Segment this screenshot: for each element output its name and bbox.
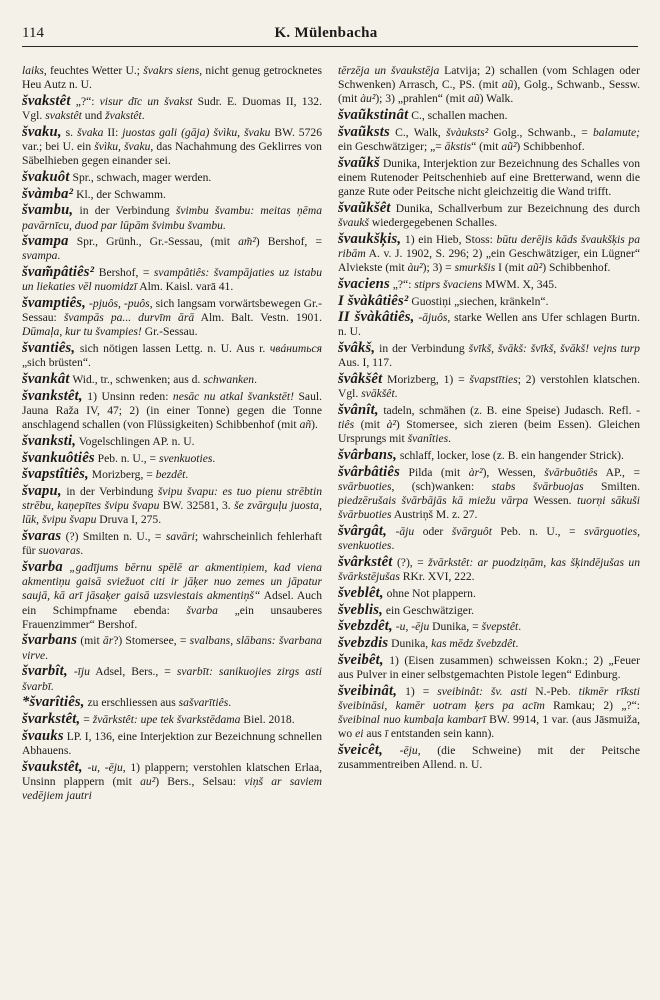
dictionary-entry: švâkšêt Morizberg, 1) = švapstīties; 2) verstohlen klatschen. Vgl. svākšêt. <box>338 371 640 401</box>
dictionary-entry: švampa Spr., Grünh., Gr.-Sessau, (mit am̃²) Bershof, = svampa. <box>22 233 322 263</box>
dictionary-entry: švakstêt „?“: visur dīc un švakst Sudr. E. Duomas II, 132. Vgl. svakstêt und žvakstêt. <box>22 92 322 123</box>
dictionary-entry: švàmba² Kl., der Schwamm. <box>22 185 166 202</box>
dictionary-entry: šveblis, ein Geschwätziger. <box>338 601 475 618</box>
dictionary-entry: švaciens „?“: stiprs švaciens MWM. X, 345. <box>338 275 557 292</box>
dictionary-entry: švârkstêt (?), = žvārkstêt: ar puodziņām, kas šķindējušas un švārkstējušas RKr. XVI, 222. <box>338 553 640 584</box>
dictionary-entry: I švàkâtiês² Guostiņi „siechen, kränkeln“. <box>338 292 549 309</box>
dictionary-entry: švârbâtiês Pilda (mit àr²), Wessen, švārbuôtiês AP., = svārbuoties, (sch)wanken: stabs švārbuojas Smilten. piedzērušais švārbājās kā miežu vārpa Wessen. tuorņi sākuši švārbuoties Austriņš M. z. 27. <box>338 463 640 522</box>
dictionary-entry: šveibinât, 1) = sveibinât: šv. asti N.-Peb. tikmēr rīksti šveibināsi, kamēr uotram ķers pa acīm Ramkau; 2) „?“: šveibinal nuo kumbaļa kambarī BW. 9914, 1 var. (aus Jāsmuiža, wo ei aus ī entstanden sein kann). <box>338 682 640 741</box>
dictionary-entry: *švarîtiês, zu erschliessen aus sašvarītiês. <box>22 694 232 711</box>
dictionary-entry: švaukšķis, 1) ein Hieb, Stoss: būtu derējis kāds švaukšķis pa ribām A. v. J. 1902, S. 296; 2) „ein Geschwätziger, ein Lügner“ Alviekste (mit àu²); 3) = smurkšis I (mit aũ²) Schibbenhof. <box>338 230 640 274</box>
dictionary-entry: švaũkšêt Dunika, Schallverbum zur Bezeichnung des durch švaukš wiedergegebenen Schalles. <box>338 199 640 229</box>
dictionary-entry: švarbans (mit ār?) Stomersee, = svalbans, slābans: švarbana virve. <box>22 632 322 662</box>
dictionary-entry: švaũkš Dunika, Interjektion zur Bezeichnung des Schalles von einem Rutenoder Peitschenhieb auf eine Bretterwand, wenn die ganze Rute oder Peitsche nicht gleichzeitig die Wand trifft. <box>338 154 640 199</box>
dictionary-entry: švârbans, schlaff, locker, lose (z. B. ein hangender Strick). <box>338 447 624 464</box>
dictionary-entry: švaras (?) Smilten n. U., = savāri; wahrscheinlich fehlerhaft für suovaras. <box>22 528 322 558</box>
dictionary-entry: švaũksts C., Walk, švàuksts² Golg., Schwanb., = balamute; ein Geschwätziger; „= ākstis“ (mit aũ²) Schibbenhof. <box>338 123 640 153</box>
page-header <box>22 20 638 47</box>
dictionary-entry: švarbît, -īju Adsel, Bers., = svarbīt: sanikuojies zirgs asti švarbī. <box>22 663 322 693</box>
dictionary-entry: švantiês, sich nötigen lassen Lettg. n. U. Aus r. чвáниться „sich brüsten“. <box>22 340 322 370</box>
dictionary-entry: II švàkâtiês, -ājuôs, starke Wellen ans Ufer schlagen Burtn. n. U. <box>338 309 640 339</box>
dictionary-entry: šveblêt, ohne Not plappern. <box>338 584 476 601</box>
dictionary-entry: švankât Wid., tr., schwenken; aus d. schwanken. <box>22 371 257 388</box>
dictionary-entry: tērzēja un švaukstēja Latvija; 2) schallen (vom Schlagen oder Schwenken) Arrasch, C., PS. (mit aũ), Golg., Schwanb., Sessw. (mit àu²); 3) „prahlen“ (mit aũ) Walk. <box>338 64 640 106</box>
dictionary-entry: švankstêt, 1) Unsinn reden: nesāc nu atkal švankstēt! Saul. Jauna Raža IV, 47; 2) (in einer Tonne) gegen die Tonne anschlagend schallen (von Flüssigkeiten) Schibbenhof (mit añ). <box>22 387 322 432</box>
left-column <box>22 64 322 994</box>
dictionary-entry: švambu, in der Verbindung švimbu švambu: meitas ņēma pavārnīcu, duod par lūpām švimbu švambu. <box>22 202 322 232</box>
dictionary-entry: švâkš, in der Verbindung švīkš, švākš: švīkš, švākš! vejns turp Aus. I, 117. <box>338 340 640 370</box>
running-head: K. Mülenbacha <box>274 24 378 41</box>
dictionary-entry: šveicêt, -ēju, (die Schweine) mit der Peitsche zusammentreiben Allend. n. U. <box>338 741 640 772</box>
dictionary-entry: švarkstêt, = žvārkstêt: upe tek švarkstēdama Biel. 2018. <box>22 711 295 728</box>
dictionary-entry: švaku, s. švaka II: juostas gali (gāja) švìku, švaku BW. 5726 var.; bei U. ein švìku, švaku, das Nachahmung des Geklirres von Säbelhieben gegen einander sei. <box>22 123 322 168</box>
dictionary-entry: švebzdis Dunika, kas mēdz švebzdêt. <box>338 635 519 652</box>
dictionary-entry: švankuôtiês Peb. n. U., = svenkuoties. <box>22 449 216 466</box>
right-column <box>338 64 640 994</box>
dictionary-entry: švamptiês, -pjuôs, -puôs, sich langsam vorwärtsbewegen Gr.-Sessau: švampās pa... durvīm ārā Alm. Balt. Vestn. 1901. Dūmaļa, kur tu švampies! Gr.-Sessau. <box>22 295 322 339</box>
dictionary-entry: švarba „gadījums bērnu spēlē ar akmentiņiem, kad viena akmentiņu gaisā sviežuot citi ir jāķer nuo zemes un jāpatur saujā, kā arī jāsaķer gaisā uzsviestais akmentiņš“ Adsel. Auch ein Schimpfname ebenda: švarba „ein unsauberes Frauenzimmer“ Bershof. <box>22 559 322 631</box>
dictionary-entry: švauks LP. I, 136, eine Interjektion zur Bezeichnung schnellen Abhauens. <box>22 727 322 757</box>
dictionary-entry: švaukstêt, -u, -ēju, 1) plappern; verstohlen klatschen Erlaa, Unsinn plappern (mit au²) Bers., Selsau: viņš ar saviem vedējiem jautri <box>22 758 322 802</box>
dictionary-entry: švârgât, -āju oder švārguôt Peb. n. U., = svārguoties, svenkuoties. <box>338 523 640 553</box>
dictionary-entry: švapstîtiês, Morizberg, = bezdêt. <box>22 466 189 483</box>
dictionary-entry: švaũkstinât C., schallen machen. <box>338 107 508 124</box>
dictionary-entry: švanksti, Vogelschlingen AP. n. U. <box>22 432 195 449</box>
dictionary-entry: švam̃pâtiês² Bershof, = svampâtiês: švampājaties uz istabu un liekaties vēl nuomidzī Alm. Kaisl. varā 41. <box>22 264 322 294</box>
dictionary-entry: laiks, feuchtes Wetter U.; švakrs siens, nicht genug getrocknetes Heu Autz n. U. <box>22 64 322 92</box>
dictionary-entry: švebzdêt, -u, -ēju Dunika, = švepstêt. <box>338 618 522 635</box>
dictionary-entry: švânît, tadeln, schmähen (z. B. eine Speise) Judasch. Refl. -tiês (mit à²) Stomersee, sich zieren (beim Essen). Gleichen Ursprungs mit švanîties. <box>338 401 640 446</box>
dictionary-entry: švakuôt Spr., schwach, mager werden. <box>22 168 212 185</box>
dictionary-entry: švapu, in der Verbindung švipu švapu: es tuo pienu strēbtin strēbu, kaņepītes švipu švapu BW. 32581, 3. še zvārguļu juosta, lūk, švipu švapu Druva I, 275. <box>22 483 322 527</box>
page-number: 114 <box>22 24 44 41</box>
dictionary-entry: šveibêt, 1) (Eisen zusammen) schweissen Kokn.; 2) „Feuer aus Pulver in einer selbstgemachten Pistole legen“ Edinburg. <box>338 651 640 681</box>
